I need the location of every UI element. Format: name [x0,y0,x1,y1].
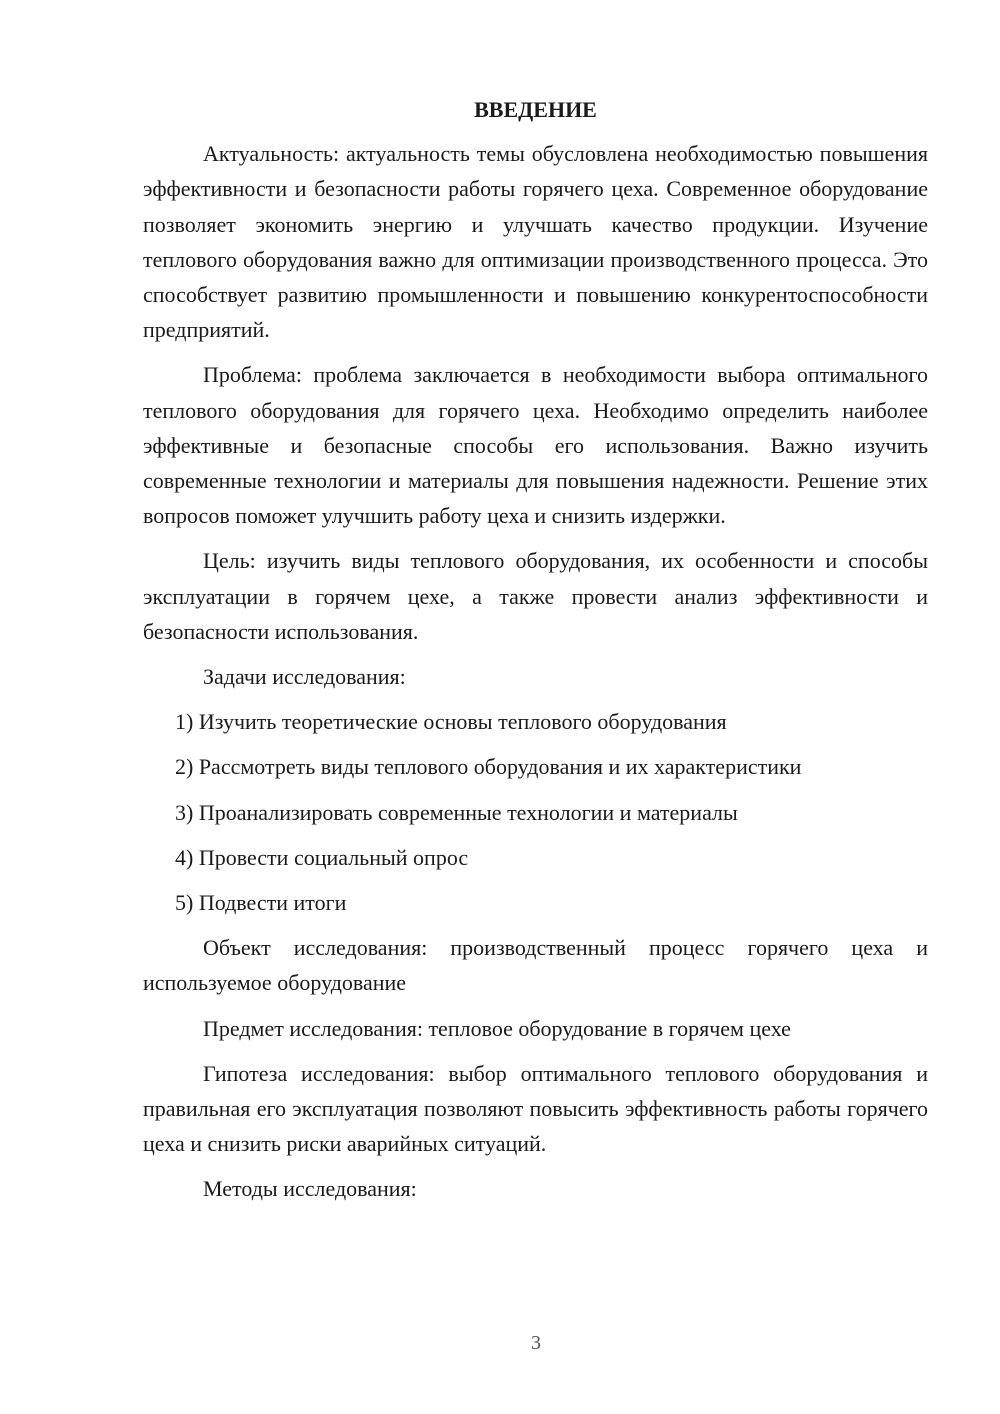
page-heading: ВВЕДЕНИЕ [474,97,597,122]
hypothesis-paragraph: Гипотеза исследования: выбор оптимального теплового оборудования и правильная его эксплуатация позволяют повысить эффективность работы горячего цеха и снизить риски аварийных ситуаций. [143,1060,928,1157]
task-item: 4) Провести социальный опрос [175,844,469,870]
methods-title: Методы исследования: [203,1176,417,1202]
problem-paragraph: Проблема: проблема заключается в необходимости выбора оптимального теплового оборудования для горячего цеха. Необходимо определить наиболее эффективные и безопасные способы его использования. Важно изучить современные технологии и материалы для повышения надежности. Решение этих вопросов поможет улучшить работу цеха и снизить издержки. [143,362,928,529]
relevance-paragraph: Актуальность: актуальность темы обусловлена необходимостью повышения эффективности и безопасности работы горячего цеха. Современное оборудование позволяет экономить энергию и улучшать качество продукции. Изучение теплового оборудования важно для оптимизации производственного процесса. Это способствует развитию промышленности и повышению конкурентоспособности предприятий. [143,141,928,343]
page-content [143,92,928,1217]
tasks-list [143,704,928,920]
task-item: 3) Проанализировать современные технологии и материалы [175,799,738,825]
page-number: 3 [531,1332,541,1354]
task-item: 2) Рассмотреть виды теплового оборудования и их характеристики [175,754,802,780]
tasks-title: Задачи исследования: [203,664,406,690]
object-paragraph: Объект исследования: производственный процесс горячего цеха и используемое оборудование [143,935,928,996]
task-item: 5) Подвести итоги [175,890,347,916]
task-item: 1) Изучить теоретические основы теплового оборудования [175,709,727,735]
subject-paragraph: Предмет исследования: тепловое оборудование в горячем цехе [203,1015,791,1041]
goal-paragraph: Цель: изучить виды теплового оборудования, их особенности и способы эксплуатации в горячем цехе, а также провести анализ эффективности и безопасности использования. [143,548,928,644]
